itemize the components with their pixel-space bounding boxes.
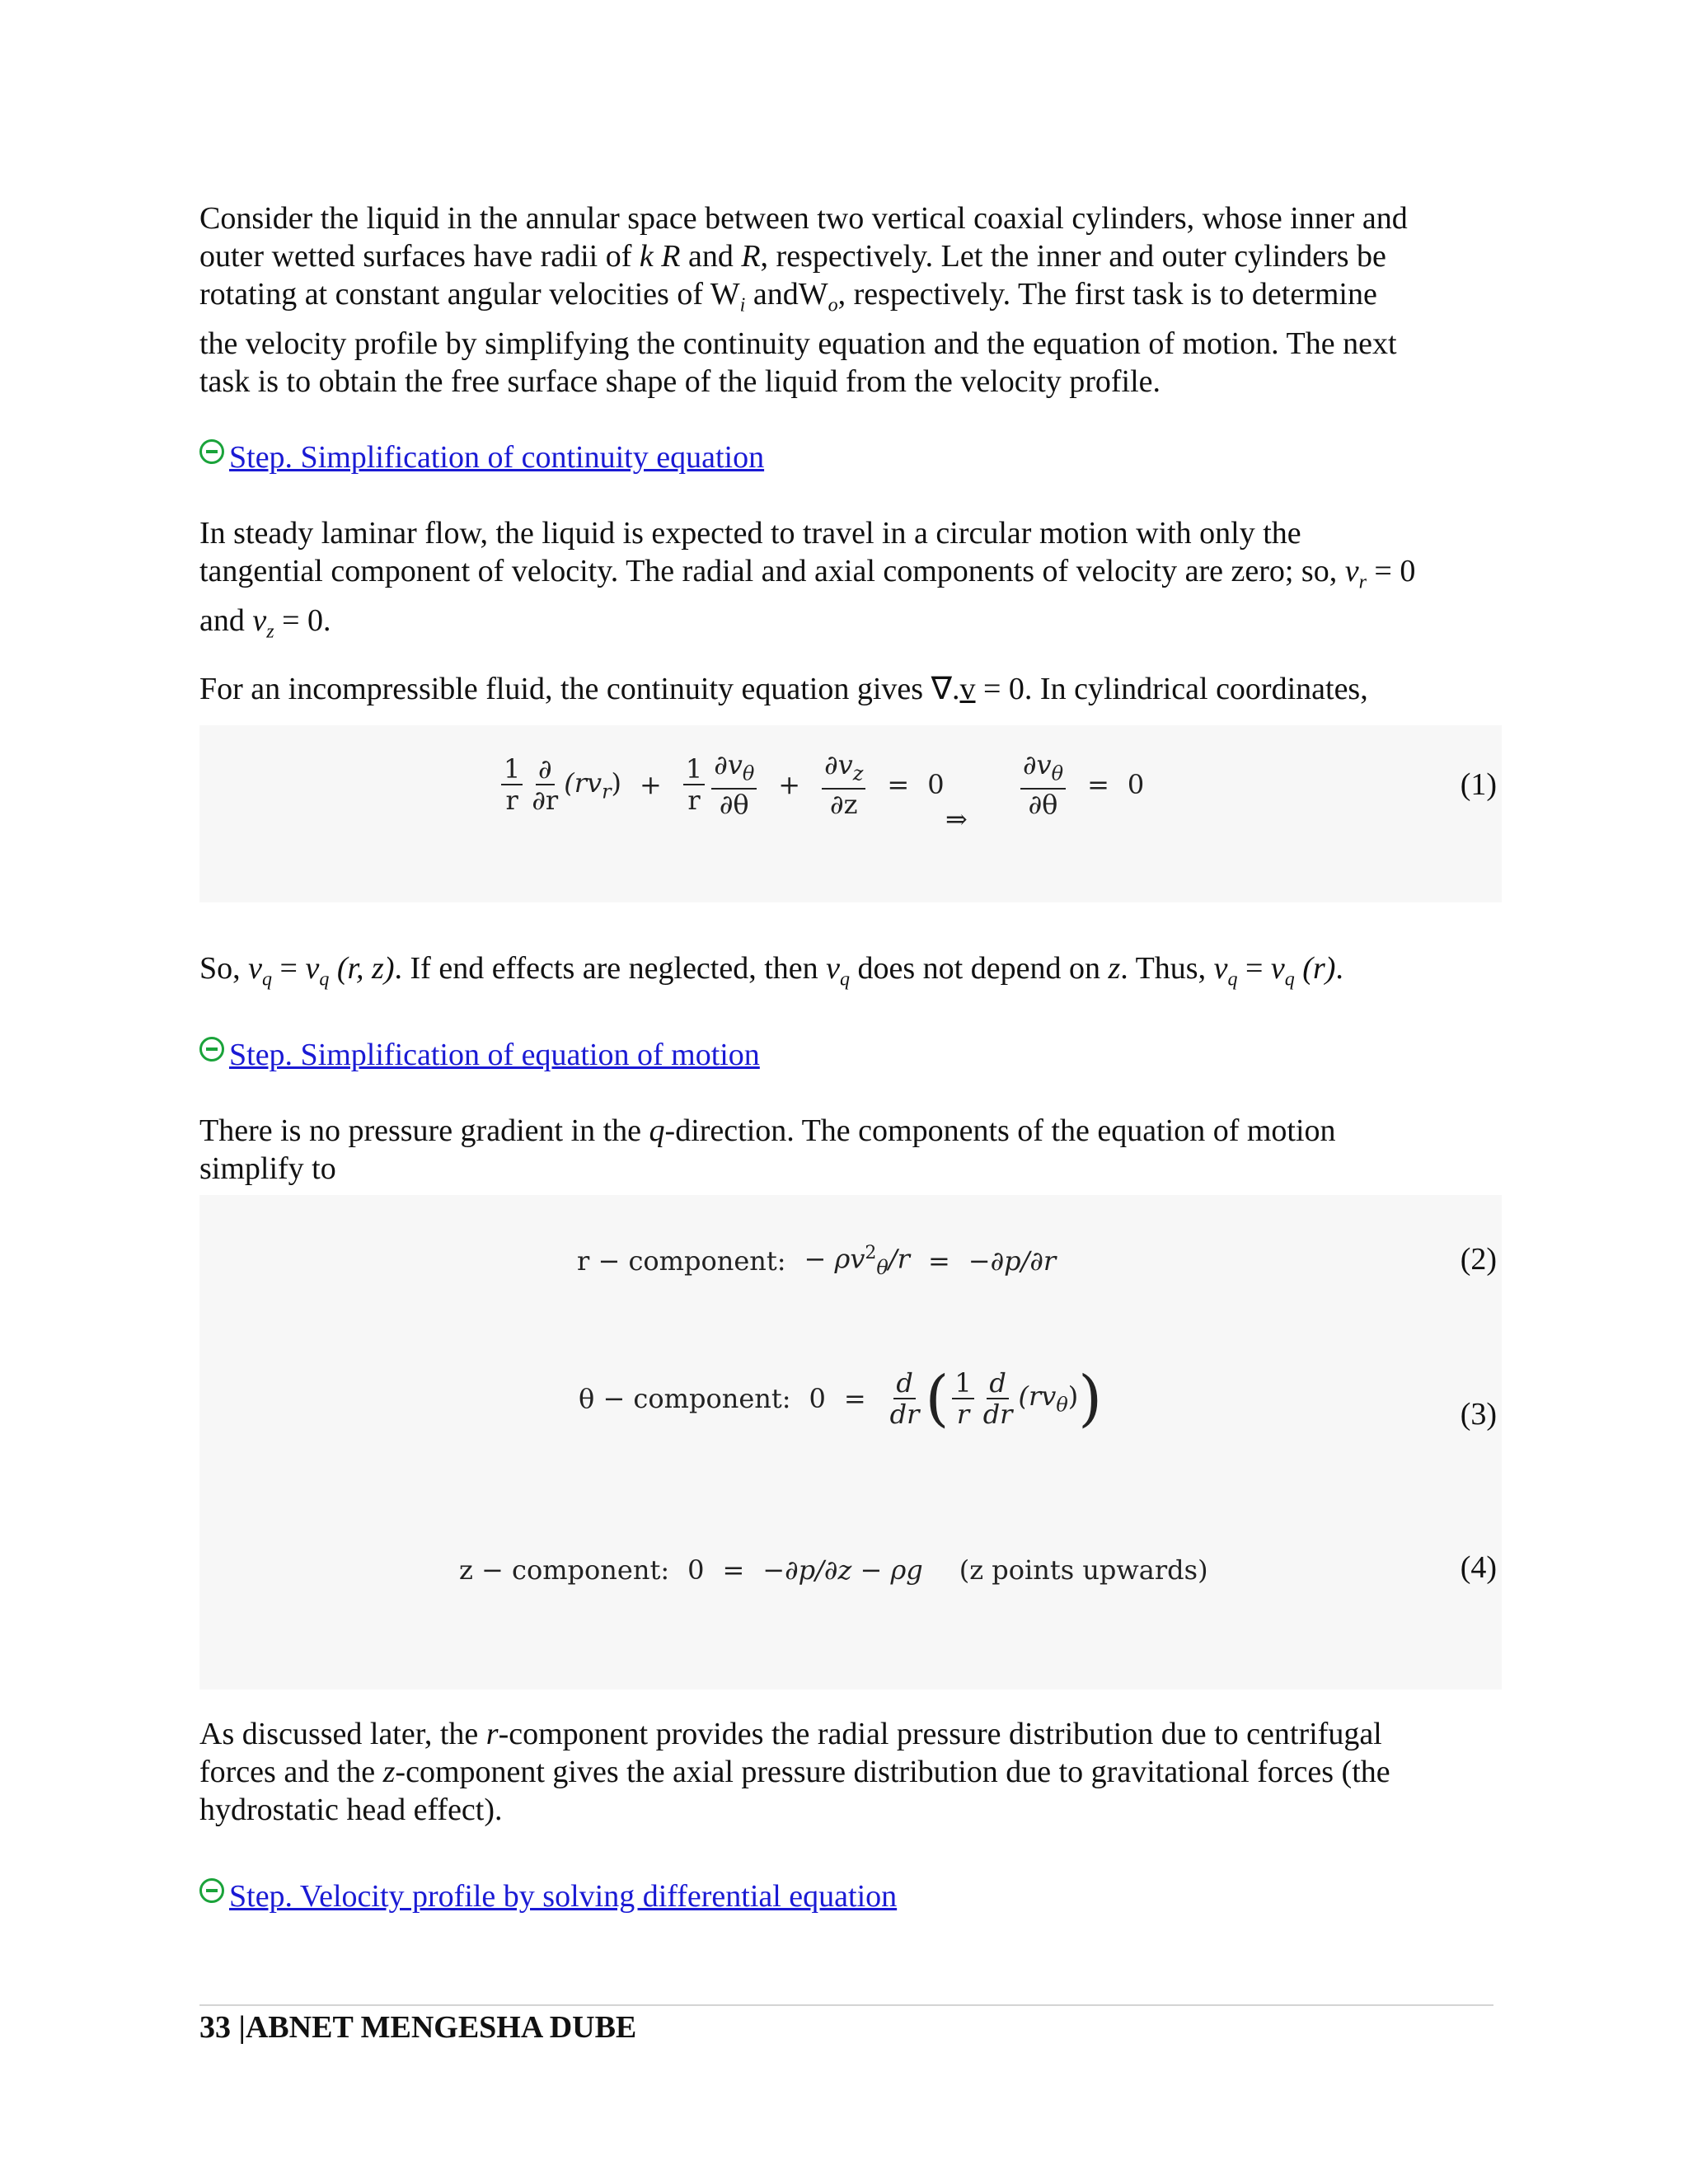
step-continuity[interactable] — [199, 437, 764, 478]
discussed-line-3: hydrostatic head effect). — [199, 1793, 503, 1827]
step-motion[interactable] — [199, 1034, 760, 1076]
discussed-line-1: As discussed later, the r-component provides the radial pressure distribution due to centrifugal — [199, 1717, 1382, 1751]
pressure-line-2: simplify to — [199, 1151, 336, 1186]
laminar-line-2: tangential component of velocity. The radial and axial components of velocity are zero; so, $v_r = 0$ — [199, 554, 1416, 593]
intro-line-4: the velocity profile by simplifying the continuity equation and the equation of motion. The next — [199, 326, 1397, 361]
implies-arrow: ⇒ — [945, 804, 968, 835]
r-component-equation: r − component: − $\rho v^2_\theta/r$ = −∂p/∂r — [577, 1243, 1057, 1280]
step-velocity[interactable] — [199, 1876, 897, 1917]
intro-line-3: rotating at constant angular velocities of $W_i$ andW$_o$, respectively. The first task is to determine — [199, 277, 1377, 316]
intro-line-5: task is to obtain the free surface shape of the liquid from the velocity profile. — [199, 363, 1161, 399]
laminar-line-1: In steady laminar flow, the liquid is expected to travel in a circular motion with only the — [199, 516, 1301, 551]
equation-number-1: (1) — [1460, 767, 1497, 802]
step-motion-link[interactable]: Step. Simplification of equation of motion — [229, 1038, 760, 1072]
theta-component-equation: θ − component: 0 = $\frac{d}{dr}$ ( $\frac{1}{r}$ $\frac{d}{dr}$ $(rv_\theta)$ ) — [579, 1363, 1103, 1434]
so-paragraph: So, $v_q = v_q$ (r, z). If end effects are neglected, then $v_q$ does not depend on z. Thus, $v_q = v_q$ (r). — [199, 951, 1343, 991]
laminar-paragraph — [199, 514, 1502, 650]
discussed-paragraph — [199, 1715, 1502, 1829]
equations-2-4 — [199, 1195, 1502, 1690]
equation-1 — [199, 725, 1502, 902]
pressure-paragraph — [199, 1112, 1502, 1188]
step-continuity-link[interactable]: Step. Simplification of continuity equation — [229, 440, 765, 475]
laminar-line-3: and $v_z = 0$. — [199, 602, 331, 643]
equation-number-2: (2) — [1460, 1242, 1497, 1277]
collapse-icon[interactable] — [199, 439, 224, 464]
pressure-line-1: There is no pressure gradient in the q-direction. The components of the equation of motion — [199, 1113, 1336, 1148]
continuity-equation: $\frac{1}{r}$ $\frac{\partial}{\partial r}$ $(rv_r)$ + $\frac{1}{r}$ $\frac{\partial v_\theta}{\partial\theta}$ + $\frac{\partial v_z}{\partial z}$ = 0 — [498, 750, 945, 819]
continuity-result: $\frac{\partial v_\theta}{\partial\theta}$ = 0 — [1017, 750, 1144, 819]
z-component-equation: z − component: 0 = −∂p/∂z − ρg (z points upwards) — [459, 1554, 1208, 1586]
footer-divider — [199, 2004, 1493, 2006]
intro-line-2: outer wetted surfaces have radii of k R and R, respectively. Let the inner and outer cylinders be — [199, 239, 1386, 274]
intro-line-1: Consider the liquid in the annular space between two vertical coaxial cylinders, whose inner and — [199, 201, 1408, 236]
collapse-icon[interactable] — [199, 1037, 224, 1062]
discussed-line-2: forces and the z-component gives the axial pressure distribution due to gravitational forces (the — [199, 1755, 1390, 1789]
collapse-icon[interactable] — [199, 1878, 224, 1903]
equation-number-4: (4) — [1460, 1550, 1497, 1585]
page-footer: 33 |ABNET MENGESHA DUBE — [199, 2010, 637, 2045]
equation-number-3: (3) — [1460, 1397, 1497, 1432]
step-velocity-link[interactable]: Step. Velocity profile by solving differential equation — [229, 1879, 898, 1914]
intro-paragraph — [199, 199, 1502, 401]
incompressible-paragraph: For an incompressible fluid, the continuity equation gives ∇.v = 0. In cylindrical coordinates, — [199, 670, 1368, 706]
nabla-symbol: ∇ — [931, 670, 952, 706]
